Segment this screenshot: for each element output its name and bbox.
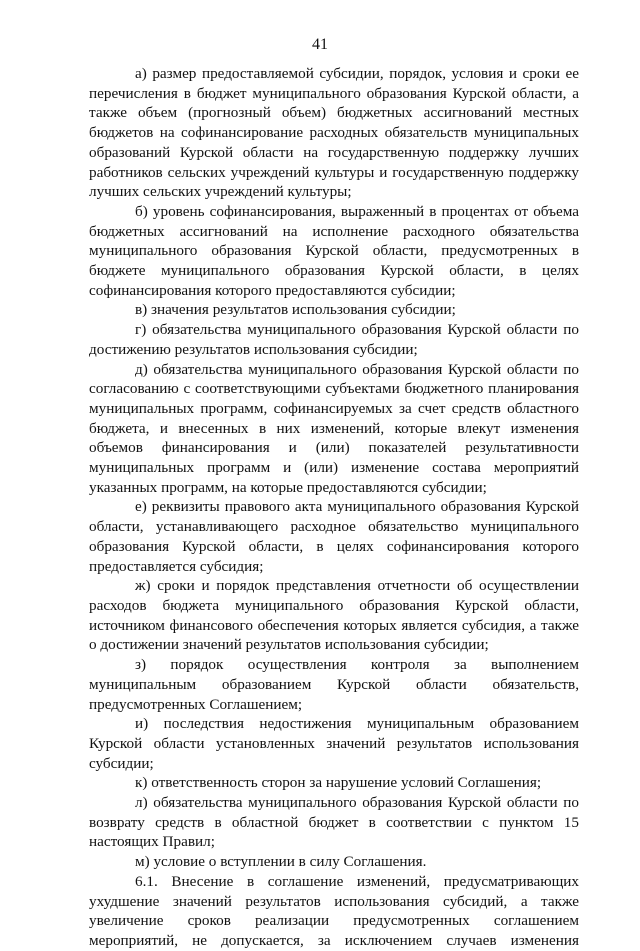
paragraph-m-entry-into-force: м) условие о вступлении в силу Соглашения. (135, 853, 427, 871)
document-body (89, 64, 579, 951)
paragraph-i-consequences: и) последствия недостижения муниципальным образованием Курской области установленных значений результатов использования субсидии; (89, 715, 579, 772)
paragraph-l-refund-obligations: л) обязательства муниципального образования Курской области по возврату средств в областной бюджет в соответствии с пунктом 15 настоящих Правил; (89, 794, 579, 851)
paragraph-z-control-procedure: з) порядок осуществления контроля за выполнением муниципальным образованием Курской области обязательств, предусмотренных Соглашением; (89, 656, 579, 713)
paragraph-6-1-amendments: 6.1. Внесение в соглашение изменений, предусматривающих ухудшение значений результатов использования субсидий, а также увеличение сроков реализации предусмотренных соглашением мероприятий, не допускается, за исключением случаев изменения (89, 872, 579, 949)
paragraph-e-legal-act-details: е) реквизиты правового акта муниципального образования Курской области, устанавливающего расходное обязательство муниципального образования Курской области, в целях софинансирования которого предоставляется субсидия; (89, 498, 579, 575)
paragraph-zh-reporting: ж) сроки и порядок представления отчетности об осуществлении расходов бюджета муниципального образования Курской области, источником финансового обеспечения которых является субсидия, а также о достижении значений результатов использования субсидии; (89, 577, 579, 654)
paragraph-v-result-values: в) значения результатов использования субсидии; (135, 301, 456, 319)
paragraph-d-program-approval: д) обязательства муниципального образования Курской области по согласованию с соответствующими субъектами бюджетного планирования муниципальных программ, софинансируемых за счет средств областного бюджета, и внесенных в них изменений, которые влекут изменения объемов финансирования и (или) показателей результативности муниципальных программ и (или) изменение состава мероприятий указанных программ, на которые предоставляются субсидии; (89, 360, 579, 496)
paragraph-k-responsibility: к) ответственность сторон за нарушение условий Соглашения; (135, 774, 542, 792)
paragraph-b-cofinancing-level: б) уровень софинансирования, выраженный в процентах от объема бюджетных ассигнований на исполнение расходного обязательства муниципального образования Курской области, предусмотренных в бюджете муниципального образования Курской области, в целях софинансирования которого предоставляются субсидии; (89, 202, 579, 299)
paragraph-a-subsidy-size: а) размер предоставляемой субсидии, порядок, условия и сроки ее перечисления в бюджет муниципального образования Курской области, а также объем (прогнозный объем) бюджетных ассигнований местных бюджетов на софинансирование расходных обязательств муниципальных образований Курской области на государственную поддержку лучших работников сельских учреждений культуры и государственную поддержку лучших сельских учреждений культуры; (89, 65, 579, 201)
paragraph-g-result-obligations: г) обязательства муниципального образования Курской области по достижению результатов использования субсидии; (89, 321, 579, 358)
page-number: 41 (312, 36, 328, 53)
